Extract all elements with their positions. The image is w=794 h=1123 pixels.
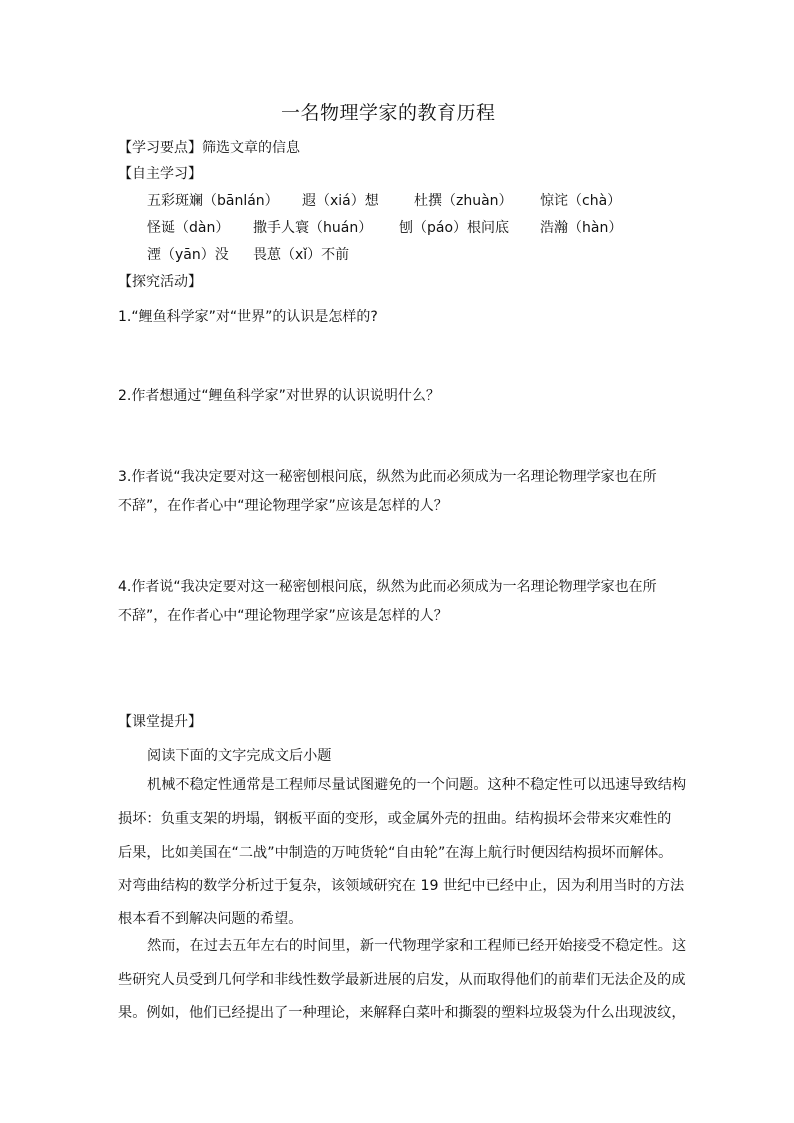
question-text: 不辞”，在作者心中“理论物理学家”应该是怎样的人？ [118,608,448,624]
section-heading-class-up: 【课堂提升】 [118,714,202,730]
paragraph-line: 些研究人员受到几何学和非线性数学最新进展的启发，从而取得他们的前辈们无法企及的成 [118,972,686,988]
question-text: 不辞”，在作者心中“理论物理学家”应该是怎样的人？ [118,498,448,514]
learning-points-text: 筛选文章的信息 [202,140,300,156]
question-text: 2.作者想通过“鲤鱼科学家”对世界的认识说明什么？ [118,388,440,404]
section-heading-explore: 【探究活动】 [118,274,202,290]
paragraph-line: 后果，比如美国在“二战”中制造的万吨货轮“自由轮”在海上航行时便因结构损坏而解体。 [118,845,673,861]
section-heading-learning-points: 【学习要点】 [118,140,202,156]
vocab-item: 杜撰（zhuàn） [414,193,513,209]
section-heading-self-study: 【自主学习】 [118,166,202,182]
paragraph-line: 损坏：负重支架的坍塌，钢板平面的变形，或金属外壳的扭曲。结构损坏会带来灾难性的 [118,811,672,827]
vocab-item: 五彩斑斓（bānlán） [147,193,279,209]
vocab-item: 浩瀚（hàn） [540,220,623,236]
question-text: 1.“鲤鱼科学家”对“世界”的认识是怎样的? [118,309,378,325]
reading-instruction: 阅读下面的文字完成文后小题 [147,748,332,764]
vocab-item: 怪诞（dàn） [147,220,230,236]
paragraph-line: 机械不稳定性通常是工程师尽量试图避免的一个问题。这种不稳定性可以迅速导致结构 [147,777,687,793]
vocab-item: 畏葸（xǐ）不前 [253,247,350,263]
paragraph-line: 然而，在过去五年左右的时间里，新一代物理学家和工程师已经开始接受不稳定性。这 [147,938,687,954]
vocab-item: 撒手人寰（huán） [253,220,373,236]
learning-points-line [118,138,300,158]
paragraph-line: 果。例如，他们已经提出了一种理论，来解释白菜叶和撕裂的塑料垃圾袋为什么出现波纹， [118,1005,686,1021]
vocab-item: 惊诧（chà） [540,193,622,209]
paragraph-line: 对弯曲结构的数学分析过于复杂，该领域研究在 19 世纪中已经中止，因为利用当时的方法 [118,878,685,894]
vocab-item: 遐（xiá）想 [302,193,379,209]
page-title: 一名物理学家的教育历程 [281,102,496,124]
vocab-item: 刨（páo）根问底 [399,220,510,236]
vocab-item: 湮（yān）没 [147,247,229,263]
paragraph-line: 根本看不到解决问题的希望。 [118,911,303,927]
question-text: 3.作者说“我决定要对这一秘密刨根问底，纵然为此而必须成为一名理论物理学家也在所 [118,469,657,485]
question-text: 4.作者说“我决定要对这一秘密刨根问底，纵然为此而必须成为一名理论物理学家也在所 [118,579,657,595]
